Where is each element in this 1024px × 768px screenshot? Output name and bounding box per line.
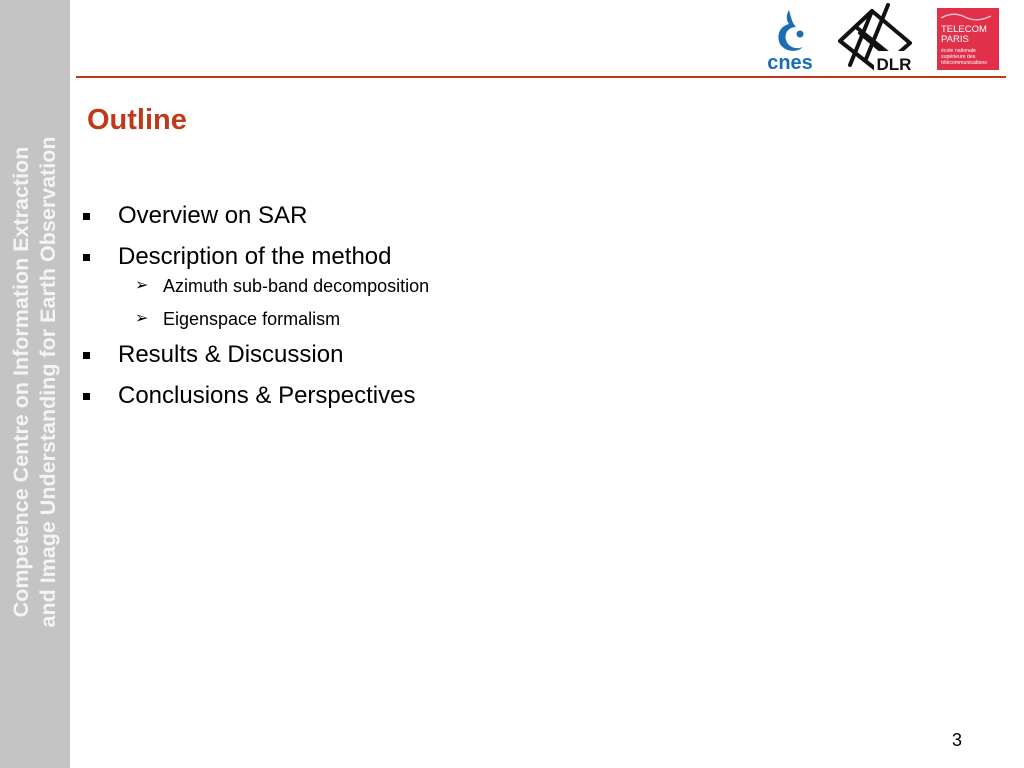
outline-item-label: Results & Discussion (118, 341, 344, 368)
outline-item (82, 382, 429, 410)
outline-subitem (118, 308, 429, 330)
sidebar-caption-line2: and Image Understanding for Earth Observation (36, 136, 60, 628)
outline-sublist (118, 275, 429, 330)
outline-item-label: Overview on SAR (118, 202, 308, 229)
arrow-bullet-icon: ➢ (135, 277, 149, 294)
square-bullet-icon (83, 393, 90, 400)
slide-title: Outline (87, 104, 187, 136)
sidebar-caption-line1: Competence Centre on Information Extraction (9, 146, 33, 618)
outline-item (82, 202, 429, 230)
square-bullet-icon (83, 352, 90, 359)
square-bullet-icon (83, 213, 90, 220)
telecom-paris-logo (937, 8, 999, 70)
outline-item-label: Description of the method (118, 243, 392, 270)
page-number: 3 (952, 730, 963, 750)
header-divider (76, 76, 1006, 78)
telecom-sub3: télécommunications (941, 60, 987, 66)
telecom-sub2: supérieure des (941, 54, 976, 60)
cnes-logo (758, 6, 822, 72)
outline-subitem (118, 275, 429, 297)
sidebar-caption (8, 32, 62, 732)
telecom-line2: PARIS (941, 34, 969, 45)
telecom-line1: TELECOM (941, 24, 987, 35)
outline-subitem-label: Azimuth sub-band decomposition (163, 276, 430, 296)
outline-subitem-label: Eigenspace formalism (163, 309, 341, 329)
sidebar-band (0, 0, 70, 768)
dlr-wordmark: DLR (876, 55, 912, 73)
outline-list (82, 202, 429, 423)
square-bullet-icon (83, 254, 90, 261)
dlr-logo (836, 3, 914, 73)
arrow-bullet-icon: ➢ (135, 310, 149, 327)
outline-item (82, 243, 429, 330)
cnes-wordmark: cnes (767, 52, 813, 72)
outline-item-label: Conclusions & Perspectives (118, 382, 416, 409)
telecom-sub1: école nationale (941, 48, 976, 54)
outline-item (82, 341, 429, 369)
